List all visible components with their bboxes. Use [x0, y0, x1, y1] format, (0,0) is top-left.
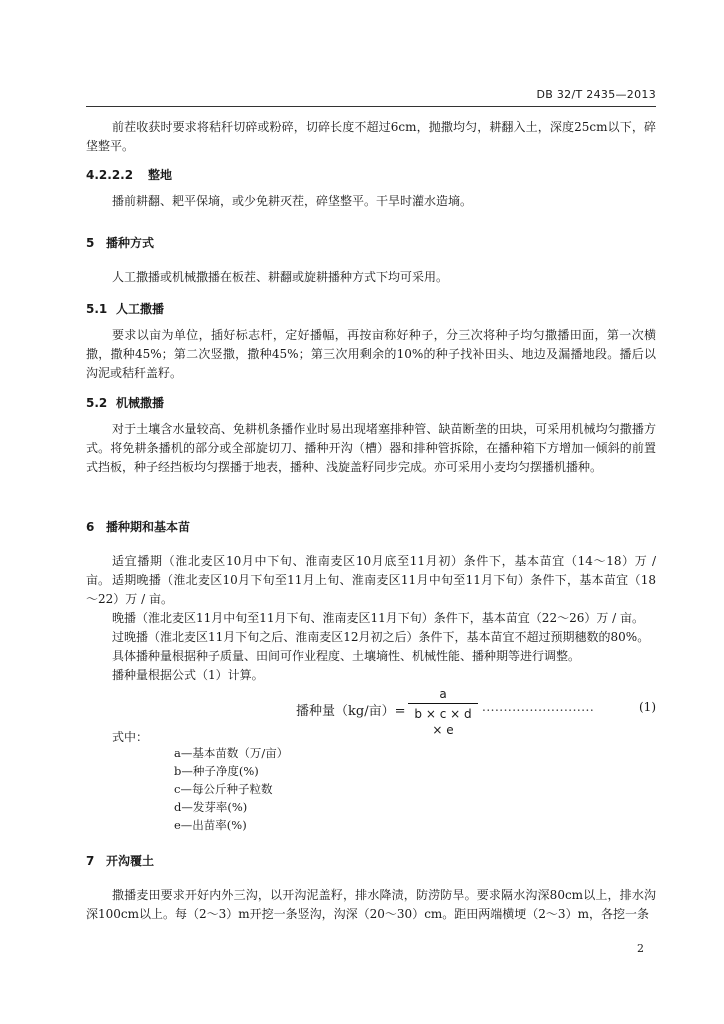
heading-title: 开沟覆土: [106, 854, 155, 868]
heading-6: [86, 518, 190, 535]
definition-c: c—每公斤种子粒数: [174, 782, 273, 796]
definition-a: a—基本苗数（万/亩）: [174, 746, 289, 760]
paragraph-6-b: 适期晚播（淮北麦区10月下旬至11月上旬、淮南麦区11月中旬至11月下旬）条件下，基本苗宜（18～22）万 / 亩。: [86, 573, 656, 606]
paragraph-6-a: 适宜播期（淮北麦区10月中下旬、淮南麦区10月底至11月初）条件下，基本苗宜（14～18）万 / 亩。: [86, 554, 656, 587]
paragraph-6-c: 晚播（淮北麦区11月中旬至11月下旬、淮南麦区11月下旬）条件下，基本苗宜（22～26）万 / 亩。: [112, 611, 645, 625]
seeding-formula: [270, 686, 656, 737]
heading-number: 5.2: [86, 396, 108, 410]
heading-5: [86, 234, 154, 251]
equation-number: (1): [639, 700, 656, 714]
header-rule: [86, 106, 656, 107]
heading-5-2: [86, 394, 164, 411]
fraction-bar: [408, 703, 478, 704]
standard-code: DB 32/T 2435—2013: [536, 88, 656, 101]
heading-number: 7: [86, 854, 95, 868]
definition-e: e—出苗率(%): [174, 818, 247, 832]
heading-title: 播种方式: [106, 236, 155, 250]
heading-5-1: [86, 300, 164, 317]
page-number: 2: [637, 942, 644, 955]
heading-title: 人工撒播: [116, 302, 165, 316]
paragraph-6-e: 具体播种量根据种子质量、田间可作业程度、土壤墒性、机械性能、播种期等进行调整。: [112, 649, 581, 663]
heading-title: 整地: [148, 168, 173, 182]
heading-4-2-2-2: [86, 166, 172, 183]
heading-7: [86, 852, 154, 869]
heading-number: 4.2.2.2: [86, 168, 134, 182]
paragraph-5: 人工撒播或机械撒播在板茬、耕翻或旋耕播种方式下均可采用。: [112, 270, 449, 284]
formula-lhs: 播种量（kg/亩）=: [296, 704, 406, 719]
paragraph-6-d: 过晚播（淮北麦区11月下旬之后、淮南麦区12月初之后）条件下，基本苗宜不超过预期穗数的80%。: [112, 630, 650, 644]
paragraph-intro: 前茬收获时要求将秸秆切碎或粉碎，切碎长度不超过6cm，抛撒均匀，耕翻入土，深度25cm以下，碎垡整平。: [86, 120, 656, 153]
where-label: 式中：: [112, 730, 149, 744]
heading-number: 6: [86, 520, 95, 534]
heading-title: 播种期和基本苗: [106, 520, 191, 534]
heading-title: 机械撒播: [116, 396, 165, 410]
formula-numerator: a: [439, 687, 447, 701]
paragraph-5-2: 对于土壤含水量较高、免耕机条播作业时易出现堵塞排种管、缺苗断垄的田块，可采用机械均匀撒播方式。将免耕条播机的部分或全部旋切刀、播种开沟（槽）器和排种管拆除，在播种箱下方增加一倾斜的前置式挡板，种子经挡板均匀摆播于地表，播种、浅旋盖籽同步完成。亦可采用小麦均匀摆播机播种。: [86, 422, 656, 474]
formula-leader: ..........................: [482, 700, 595, 714]
formula-fraction: [408, 686, 478, 738]
paragraph-4-2-2-2: 播前耕翻、耙平保墒，或少免耕灭茬，碎垡整平。干旱时灌水造墒。: [112, 194, 473, 208]
paragraph-5-1: 要求以亩为单位，插好标志杆，定好播幅，再按亩称好种子，分三次将种子均匀撒播田面，第一次横撒，撒种45%；第二次竖撒，撒种45%；第三次用剩余的10%的种子找补田头、地边及漏播地段。播后以沟泥或秸秆盖籽。: [86, 328, 656, 380]
paragraph-7: 撒播麦田要求开好内外三沟，以开沟泥盖籽，排水降渍，防涝防旱。要求隔水沟深80cm以上，排水沟深100cm以上。每（2～3）m开挖一条竖沟，沟深（20～30）cm。距田两端横埂（2～3）m，各挖一条: [86, 888, 656, 921]
paragraph-6-f: 播种量根据公式（1）计算。: [112, 668, 264, 682]
heading-number: 5.1: [86, 302, 108, 316]
definition-d: d—发芽率(%): [174, 800, 248, 814]
formula-denominator: b × c × d × e: [414, 707, 472, 737]
definition-b: b—种子净度(%): [174, 764, 259, 778]
heading-number: 5: [86, 236, 95, 250]
